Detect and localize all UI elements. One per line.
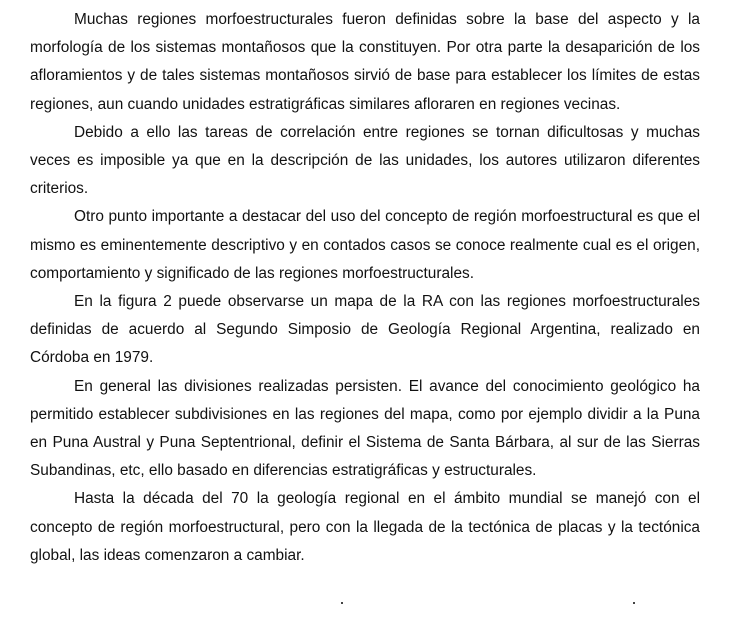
paragraph-morfoestructurales: Muchas regiones morfoestructurales fueron definidas sobre la base del aspecto y la morfología de los sistemas montañosos que la constituyen. Por otra parte la desaparición de los afloramientos y de tales sistemas montañosos sirvió de base para establecer los límites de estas regiones, aun cuando unidades estratigráficas similares afloraren en regiones vecinas. <box>30 11 700 113</box>
paragraph-correlacion: Debido a ello las tareas de correlación entre regiones se tornan dificultosas y muchas veces es imposible ya que en la descripción de las unidades, los autores utilizaron diferentes criterios. <box>30 123 700 198</box>
scan-speck <box>633 602 635 604</box>
scan-speck <box>341 602 343 604</box>
paragraph-subdivisiones: En general las divisiones realizadas persisten. El avance del conocimiento geológico ha permitido establecer subdivisiones en las regiones del mapa, como por ejemplo dividir a la Puna en Puna Austral y Puna Septentrional, definir el Sistema de Santa Bárbara, al sur de las Sierras Subandinas, etc, ello basado en diferencias estratigráficas y estructurales. <box>30 377 700 480</box>
paragraph-figura-2: En la figura 2 puede observarse un mapa de la RA con las regiones morfoestructurales definidas de acuerdo al Segundo Simposio de Geología Regional Argentina, realizado en Córdoba en 1979. <box>30 293 700 367</box>
paragraph-concepto-descriptivo: Otro punto importante a destacar del uso del concepto de región morfoestructural es que el mismo es eminentemente descriptivo y en contados casos se conoce realmente cual es el origen, comportamiento y significado de las regiones morfoestructurales. <box>30 208 700 282</box>
paragraph-tectonica: Hasta la década del 70 la geología regional en el ámbito mundial se manejó con el concepto de región morfoestructural, pero con la llegada de la tectónica de placas y la tectónica global, las ideas comenzaron a cambiar. <box>30 490 700 564</box>
document-body <box>30 6 700 570</box>
